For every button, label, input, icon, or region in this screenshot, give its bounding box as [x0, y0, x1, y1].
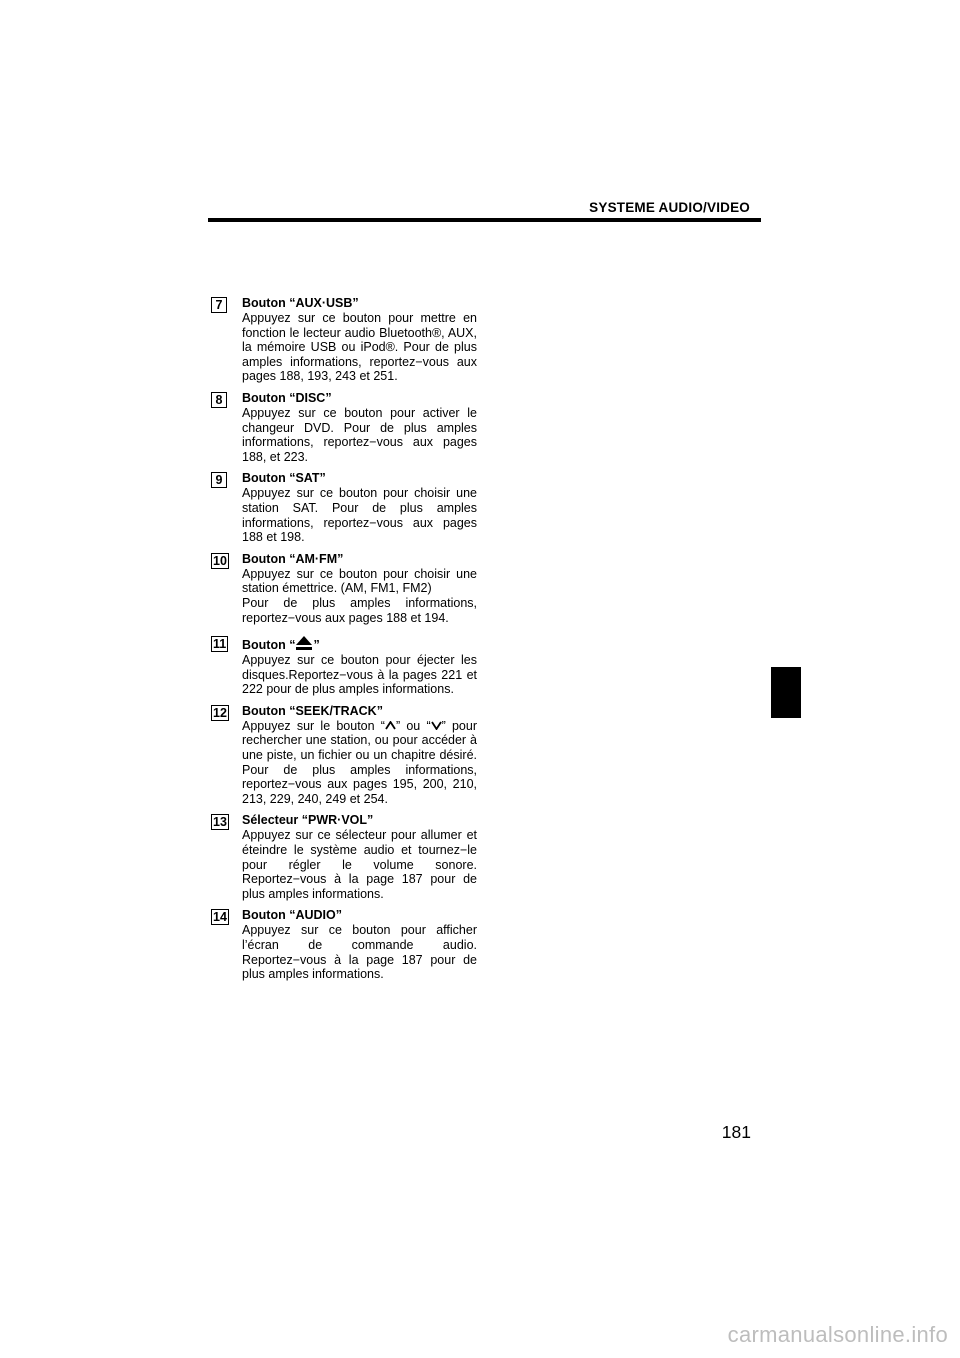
list-item-eject [211, 635, 477, 697]
item-title: Sélecteur “PWR·VOL” [242, 813, 374, 828]
item-title [242, 635, 477, 653]
eject-icon [295, 635, 313, 651]
item-description: Appuyez sur ce bouton pour choisir une station SAT. Pour de plus amples informations, reportez−vous aux pages 188 et 198. [242, 486, 477, 545]
list-item-aux-usb [211, 296, 477, 384]
list-item-disc [211, 391, 477, 464]
list-item-pwr-vol [211, 813, 477, 901]
item-description: Appuyez sur ce sélecteur pour allumer et éteindre le système audio et tournez−le pour régler le volume sonore. Reportez−vous à la page 187 pour de plus amples informations. [242, 828, 477, 901]
item-number-badge: 9 [211, 472, 227, 488]
item-title-prefix: Bouton “ [242, 638, 296, 653]
item-number-badge: 12 [213, 705, 227, 720]
item-number-badge: 10 [213, 553, 227, 568]
item-description: Appuyez sur ce bouton pour activer le changeur DVD. Pour de plus amples informations, reportez−vous aux pages 188, et 223. [242, 405, 477, 464]
item-title: Bouton “AM·FM” [242, 551, 344, 566]
item-number-badge: 8 [211, 392, 227, 408]
chevron-up-icon [385, 721, 396, 730]
page-number: 181 [721, 1122, 751, 1142]
item-title: Bouton “AUDIO” [242, 908, 342, 923]
item-title: Bouton “SEEK/TRACK” [242, 703, 383, 718]
header-rule [208, 218, 761, 222]
section-header-title: SYSTEME AUDIO/VIDEO [589, 200, 750, 215]
list-item-audio [211, 908, 477, 981]
item-description: Appuyez sur ce bouton pour éjecter les disques.Reportez−vous à la pages 221 et 222 pour de plus amples informations. [242, 653, 477, 697]
item-description: Appuyez sur ce bouton pour afficher l’écran de commande audio. Reportez−vous à la page 187 pour de plus amples informations. [242, 923, 477, 982]
item-number-badge: 11 [213, 637, 227, 652]
chevron-down-icon [431, 721, 442, 730]
item-title: Bouton “DISC” [242, 390, 332, 405]
item-title: Bouton “AUX·USB” [242, 296, 359, 310]
watermark-url: carmanualsonline.info [727, 1322, 948, 1347]
button-description-list [211, 296, 477, 989]
item-description-part: ” ou “ [395, 718, 431, 733]
item-description [242, 719, 477, 807]
list-item-seek-track [211, 704, 477, 807]
list-item-sat [211, 471, 477, 544]
item-number-badge: 13 [213, 815, 227, 830]
list-item-am-fm [211, 552, 477, 625]
item-title-suffix: ” [313, 638, 320, 653]
item-description: Appuyez sur ce bouton pour mettre en fonction le lecteur audio Bluetooth®, AUX, la mémoire USB ou iPod®. Pour de plus amples informations, reportez−vous aux pages 188, 193, 243 et 251. [242, 311, 477, 384]
section-tab-marker [771, 667, 801, 718]
item-description: Appuyez sur ce bouton pour choisir une station émettrice. (AM, FM1, FM2) Pour de plus amples informations, reportez−vous aux pages 188 et 194. [242, 566, 477, 625]
item-title: Bouton “SAT” [242, 471, 326, 486]
item-description-part: Appuyez sur le bouton “ [242, 718, 385, 733]
item-description-part: ” pour rechercher une station, ou pour accéder à une piste, un fichier ou un chapitre désiré. Pour de plus amples informations, reportez−vous aux pages 195, 200, 210, 213, 229, 240, 249 et 254. [242, 718, 477, 806]
item-number-badge: 14 [213, 910, 227, 925]
item-number-badge: 7 [211, 297, 227, 313]
